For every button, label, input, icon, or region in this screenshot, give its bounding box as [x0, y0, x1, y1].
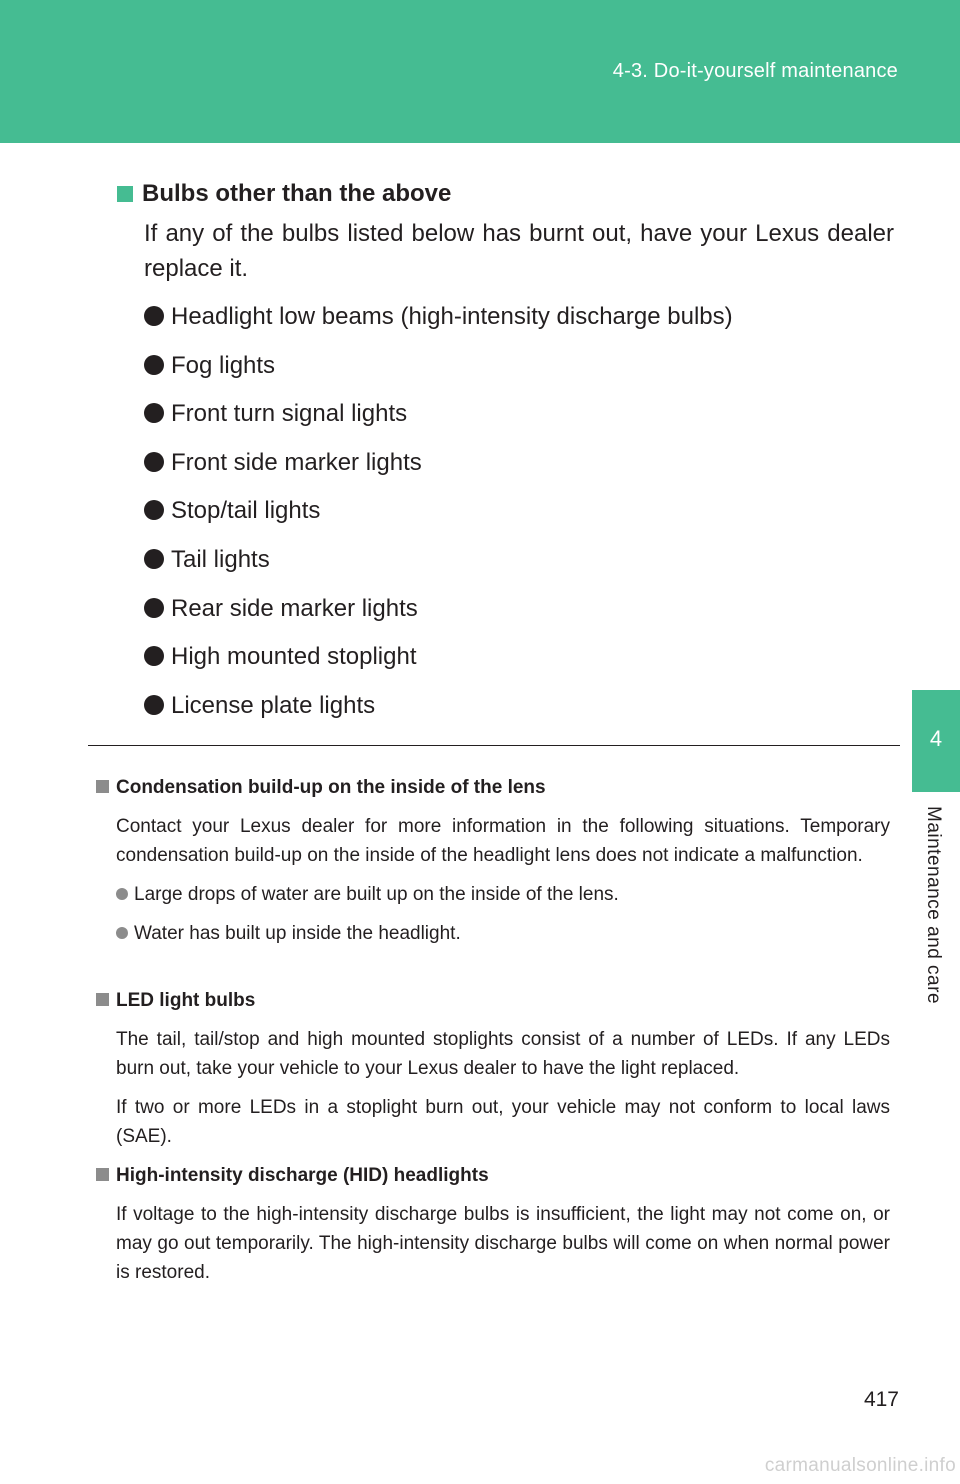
list-item: Fog lights: [144, 348, 733, 397]
list-item: High mounted stoplight: [144, 639, 733, 688]
note-body: If two or more LEDs in a stoplight burn out, your vehicle may not conform to local laws (SAE).: [116, 1097, 890, 1147]
square-bullet-icon: [96, 1168, 109, 1181]
bullet-icon: [116, 927, 128, 939]
bullet-icon: [144, 598, 164, 618]
watermark: carmanualsonline.info: [764, 1455, 956, 1476]
bullet-icon: [144, 403, 164, 423]
note-heading: Condensation build-up on the inside of the lens: [96, 774, 890, 802]
bullet-icon: [144, 500, 164, 520]
note-body: Contact your Lexus dealer for more information in the following situations. Temporary condensation build-up on the inside of the headlight lens does not indicate a malfunction.: [116, 816, 890, 866]
bullet-icon: [144, 646, 164, 666]
section-breadcrumb: 4-3. Do-it-yourself maintenance: [612, 60, 898, 82]
section-heading-text: Bulbs other than the above: [142, 180, 452, 207]
divider: [88, 745, 900, 746]
note-body: If voltage to the high-intensity discharge bulbs is insufficient, the light may not come on, or may go out temporarily. The high-intensity discharge bulbs will come on when normal power is restored.: [116, 1204, 890, 1283]
bullet-icon: [144, 695, 164, 715]
note-hid: [96, 1162, 890, 1287]
bullet-icon: [116, 888, 128, 900]
note-led: [96, 987, 890, 1151]
chapter-tab[interactable]: [912, 690, 960, 792]
list-item: Rear side marker lights: [144, 591, 733, 640]
square-bullet-icon: [96, 993, 109, 1006]
bulb-list: [144, 299, 733, 736]
section-intro: If any of the bulbs listed below has burnt out, have your Lexus dealer replace it.: [144, 220, 894, 282]
list-item: Tail lights: [144, 542, 733, 591]
square-bullet-icon: [96, 780, 109, 793]
note-condensation: [96, 774, 890, 948]
bullet-icon: [144, 306, 164, 326]
list-item: License plate lights: [144, 688, 733, 737]
page-number: 417: [863, 1388, 899, 1411]
list-item: Water has built up inside the headlight.: [116, 919, 890, 948]
list-item: Stop/tail lights: [144, 493, 733, 542]
note-heading: LED light bulbs: [96, 987, 890, 1015]
bullet-icon: [144, 355, 164, 375]
bullet-icon: [144, 452, 164, 472]
section-heading: [117, 180, 451, 208]
list-item: Front side marker lights: [144, 445, 733, 494]
note-body: The tail, tail/stop and high mounted stoplights consist of a number of LEDs. If any LEDs burn out, take your vehicle to your Lexus dealer to have the light replaced.: [116, 1029, 890, 1079]
header-band: [0, 0, 960, 143]
list-item: Front turn signal lights: [144, 396, 733, 445]
chapter-label: Maintenance and care: [923, 806, 944, 1005]
bullet-icon: [144, 549, 164, 569]
chapter-number: 4: [929, 726, 943, 751]
square-bullet-icon: [117, 186, 133, 202]
list-item: Headlight low beams (high-intensity discharge bulbs): [144, 299, 733, 348]
list-item: Large drops of water are built up on the inside of the lens.: [116, 880, 890, 909]
note-heading: High-intensity discharge (HID) headlights: [96, 1162, 890, 1190]
